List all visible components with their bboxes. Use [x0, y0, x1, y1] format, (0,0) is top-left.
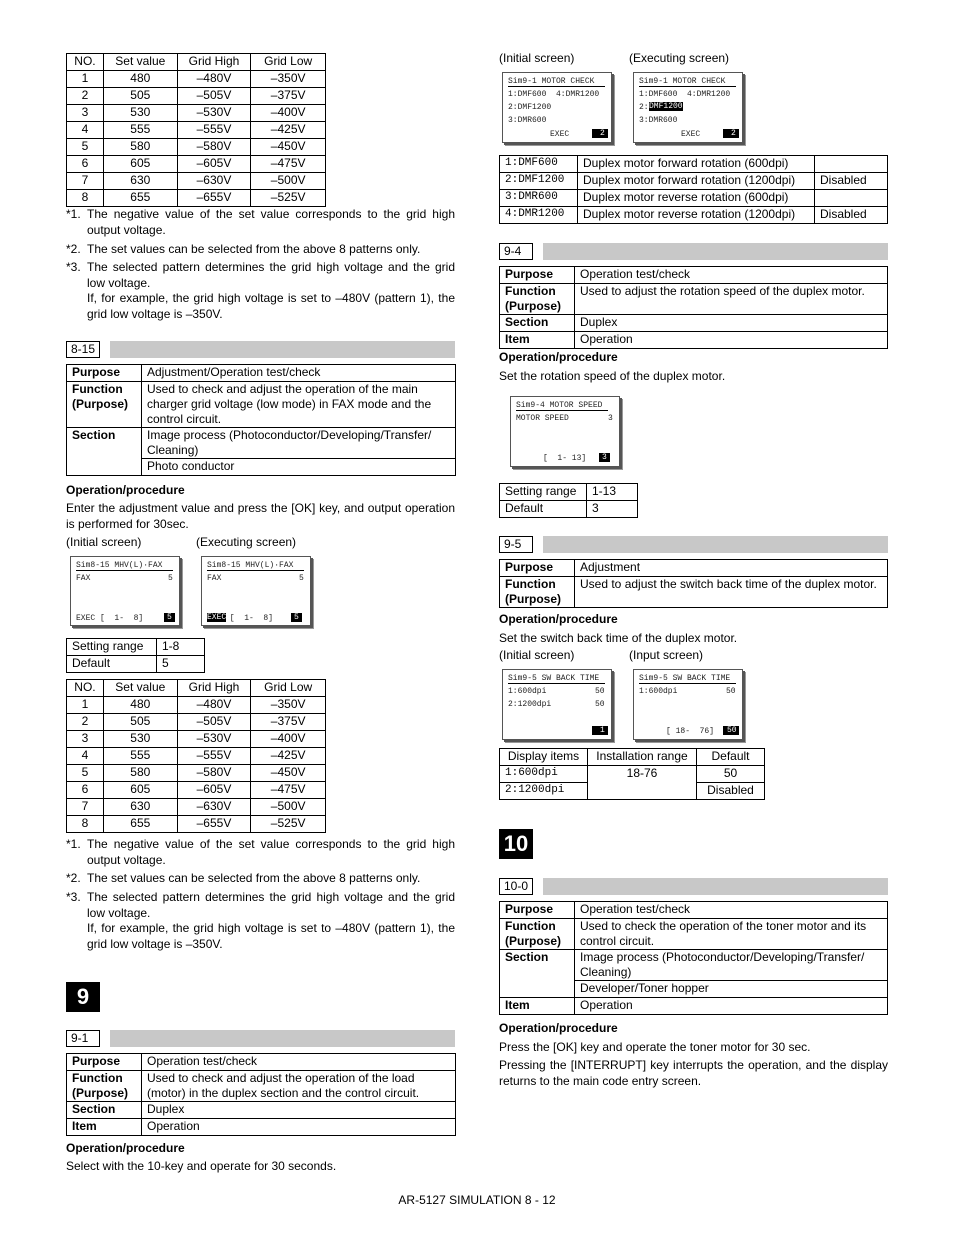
function-value: Used to adjust the rotation speed of the duplex motor. — [575, 284, 888, 315]
table-cell: –350V — [251, 697, 326, 714]
table-cell: –375V — [251, 714, 326, 731]
table-cell: 580 — [103, 765, 177, 782]
lcd-screen-8-15-executing — [201, 556, 311, 626]
procedure-text: Pressing the [INTERRUPT] key interrupts the operation, and the display returns to the main code entry screen. — [499, 1058, 888, 1088]
row-label: Function (Purpose) — [67, 382, 142, 428]
lcd-cursor-value: 3 — [599, 453, 610, 462]
lcd-cursor-value: 5 — [164, 613, 175, 622]
function-value: Used to check and adjust the operation of the load (motor) in the duplex section and the control circuit. — [142, 1071, 456, 1102]
lcd-line: FAX — [76, 574, 91, 583]
note-1 — [66, 837, 455, 868]
lcd-line: [ 1- 8] — [225, 614, 274, 623]
note-2 — [66, 871, 455, 887]
table-cell: 630 — [103, 173, 177, 190]
screen-caption: (Initial screen) — [66, 535, 142, 549]
procedure-heading: Operation/procedure — [66, 1141, 185, 1155]
note-number: *3. — [66, 260, 81, 274]
table-cell: 530 — [103, 105, 177, 122]
lcd-cursor-value: 2 — [723, 129, 739, 138]
note-text: The selected pattern determines the grid high voltage and the grid low voltage. — [87, 260, 455, 290]
info-table-9-1 — [66, 1053, 456, 1136]
default-value: Disabled — [697, 783, 765, 800]
table-cell: 480 — [103, 697, 177, 714]
procedure-heading: Operation/procedure — [499, 350, 618, 364]
section-code: 9-1 — [66, 1030, 100, 1047]
row-label: Function (Purpose) — [500, 919, 575, 950]
table-cell: –605V — [177, 782, 251, 799]
table-cell: 5 — [67, 139, 104, 156]
col-header: Default — [697, 749, 765, 766]
table-cell: –475V — [251, 156, 326, 173]
function-value: Used to check and adjust the operation of the main charger grid voltage (low mode) in FAX mode and the control circuit. — [142, 382, 456, 428]
procedure-heading: Operation/procedure — [499, 612, 618, 626]
table-cell: 505 — [103, 714, 177, 731]
default-value: 3 — [587, 501, 638, 518]
display-item: 2:1200dpi — [500, 783, 588, 800]
item-value: Operation — [142, 1119, 456, 1136]
purpose-value: Operation test/check — [575, 902, 888, 919]
note-text: The negative value of the set value corresponds to the grid high output voltage. — [87, 207, 455, 237]
row-label: Purpose — [67, 365, 142, 382]
lcd-line: FAX — [207, 574, 222, 583]
note-3 — [66, 260, 455, 291]
table-row — [500, 190, 888, 207]
table-cell: –605V — [177, 156, 251, 173]
table-cell: –375V — [251, 88, 326, 105]
lcd-screen-9-1-executing — [633, 72, 743, 143]
section-header-10-0 — [499, 878, 888, 895]
info-table-10-0 — [499, 901, 888, 1015]
table-cell: –555V — [177, 748, 251, 765]
screen-caption: (Initial screen) — [499, 51, 575, 65]
table-row — [67, 765, 326, 782]
lcd-cursor-value: 5 — [291, 613, 302, 622]
motor-desc: Duplex motor forward rotation (1200dpi) — [578, 173, 815, 190]
note-number: *1. — [66, 207, 81, 221]
table-row — [67, 173, 326, 190]
table-header-row — [67, 680, 326, 697]
lcd-title: Sim9-5 SW BACK TIME — [639, 674, 736, 684]
lcd-cursor-value: 2 — [592, 129, 608, 138]
lcd-line: EXEC — [550, 130, 570, 139]
row-label: Section — [500, 950, 575, 998]
table-row — [67, 816, 326, 833]
table-cell: –655V — [177, 190, 251, 207]
note-text: If, for example, the grid high voltage is set to –480V (pattern 1), the grid low voltage is –350V. — [87, 291, 455, 321]
table-row — [67, 782, 326, 799]
motor-code: 1:DMF600 — [500, 156, 578, 173]
row-label: Function (Purpose) — [500, 284, 575, 315]
lcd-line: [ 1- 13] — [543, 454, 587, 463]
table-cell: 555 — [103, 748, 177, 765]
table-cell: 655 — [103, 816, 177, 833]
row-label: Purpose — [500, 267, 575, 284]
table-cell: 530 — [103, 731, 177, 748]
col-header: Installation range — [588, 749, 697, 766]
lcd-title: Sim9-1 MOTOR CHECK — [508, 77, 605, 87]
table-cell: –505V — [177, 88, 251, 105]
section-bar — [543, 243, 888, 260]
table-row — [67, 714, 326, 731]
row-label: Setting range — [500, 484, 587, 501]
item-value: Operation — [575, 998, 888, 1015]
table-cell: –450V — [251, 765, 326, 782]
table-cell: –580V — [177, 139, 251, 156]
col-header: Grid High — [177, 54, 251, 71]
table-cell: –450V — [251, 139, 326, 156]
table-cell: 7 — [67, 799, 104, 816]
lcd-value: 50 — [595, 700, 605, 709]
lcd-value: 5 — [168, 574, 173, 583]
motor-code: 2:DMF1200 — [500, 173, 578, 190]
table-cell: 605 — [103, 782, 177, 799]
note-text: The selected pattern determines the grid high voltage and the grid low voltage. — [87, 890, 455, 920]
table-cell: –475V — [251, 782, 326, 799]
table-row — [67, 71, 326, 88]
table-cell: –530V — [177, 731, 251, 748]
table-cell: 655 — [103, 190, 177, 207]
purpose-value: Adjustment/Operation test/check — [142, 365, 456, 382]
lcd-title: Sim9-1 MOTOR CHECK — [639, 77, 736, 87]
table-cell: –525V — [251, 816, 326, 833]
note-3-example — [66, 921, 455, 952]
screen-caption: (Executing screen) — [629, 51, 730, 65]
info-table-8-15 — [66, 364, 456, 476]
table-cell: 3 — [67, 105, 104, 122]
section-code: 9-5 — [499, 536, 533, 553]
motor-note — [815, 190, 888, 207]
section-header-9-5 — [499, 536, 888, 553]
table-cell: –555V — [177, 122, 251, 139]
section-header-9-4 — [499, 243, 888, 260]
note-1 — [66, 207, 455, 238]
page-footer: AR-5127 SIMULATION 8 - 12 — [398, 1193, 556, 1207]
grid-voltage-table-bottom — [66, 679, 326, 833]
row-label: Section — [500, 315, 575, 332]
table-row — [67, 190, 326, 207]
chapter-number-9: 9 — [66, 982, 100, 1012]
note-number: *2. — [66, 871, 81, 885]
lcd-line: 1:DMF600 4:DMR1200 — [508, 90, 600, 99]
table-cell: –580V — [177, 765, 251, 782]
row-label: Section — [67, 1102, 142, 1119]
table-cell: –500V — [251, 799, 326, 816]
motor-desc: Duplex motor forward rotation (600dpi) — [578, 156, 815, 173]
grid-voltage-table-top — [66, 53, 326, 207]
table-cell: 555 — [103, 122, 177, 139]
section-header-8-15 — [66, 341, 455, 358]
item-value: Operation — [575, 332, 888, 349]
table-row — [67, 697, 326, 714]
table-cell: 605 — [103, 156, 177, 173]
setting-range-value: 1-13 — [587, 484, 638, 501]
table-cell: 1 — [67, 71, 104, 88]
lcd-screen-9-5-input — [633, 669, 743, 740]
lcd-selected-item: DMF1200 — [649, 102, 683, 111]
motor-desc: Duplex motor reverse rotation (1200dpi) — [578, 207, 815, 224]
row-label: Function (Purpose) — [500, 577, 575, 608]
table-row — [67, 731, 326, 748]
lcd-value: 3 — [608, 414, 613, 423]
lcd-screen-8-15-initial — [70, 556, 180, 626]
row-label: Item — [500, 332, 575, 349]
table-cell: 4 — [67, 122, 104, 139]
table-cell: –480V — [177, 697, 251, 714]
lcd-line: [ 18- 76] — [666, 727, 715, 736]
section-value: Image process (Photoconductor/Developing/Transfer/ Cleaning) — [575, 950, 888, 981]
table-row — [500, 173, 888, 190]
info-table-9-4 — [499, 266, 888, 349]
note-text: The set values can be selected from the above 8 patterns only. — [87, 242, 421, 256]
note-number: *1. — [66, 837, 81, 851]
row-label: Purpose — [500, 902, 575, 919]
lcd-cursor-value: 1 — [592, 726, 608, 735]
table-cell: –480V — [177, 71, 251, 88]
setting-range-table-9-4 — [499, 483, 638, 518]
purpose-value: Operation test/check — [575, 267, 888, 284]
procedure-heading: Operation/procedure — [66, 483, 185, 497]
procedure-heading: Operation/procedure — [499, 1021, 618, 1035]
function-value: Used to adjust the switch back time of the duplex motor. — [575, 577, 888, 608]
section-code: 8-15 — [66, 341, 100, 358]
default-value: 50 — [697, 766, 765, 783]
table-cell: 4 — [67, 748, 104, 765]
table-row — [67, 105, 326, 122]
table-cell: –425V — [251, 748, 326, 765]
note-text: If, for example, the grid high voltage is set to –480V (pattern 1), the grid low voltage is –350V. — [87, 921, 455, 951]
lcd-cursor-value: 50 — [723, 726, 739, 735]
section-value: Duplex — [575, 315, 888, 332]
purpose-value: Adjustment — [575, 560, 888, 577]
table-cell: –630V — [177, 799, 251, 816]
note-text: The set values can be selected from the above 8 patterns only. — [87, 871, 421, 885]
table-cell: –350V — [251, 71, 326, 88]
col-header: Grid Low — [251, 54, 326, 71]
motor-note: Disabled — [815, 207, 888, 224]
screen-caption: (Initial screen) — [499, 648, 575, 662]
lcd-line: 2:DMF1200 — [508, 103, 552, 112]
motor-code: 3:DMR600 — [500, 190, 578, 207]
note-3-example — [66, 291, 455, 322]
table-row — [67, 88, 326, 105]
col-header: NO. — [67, 54, 104, 71]
table-cell: –400V — [251, 731, 326, 748]
table-cell: 630 — [103, 799, 177, 816]
screen-caption: (Input screen) — [629, 648, 704, 662]
table-row — [67, 156, 326, 173]
lcd-screen-9-1-initial — [502, 72, 612, 143]
motor-note — [815, 156, 888, 173]
procedure-text: Enter the adjustment value and press the [OK] key, and output operation is performed for 30sec. — [66, 501, 455, 531]
motor-code: 4:DMR1200 — [500, 207, 578, 224]
lcd-screen-9-5-initial — [502, 669, 612, 740]
row-label: Default — [67, 656, 157, 673]
note-3 — [66, 890, 455, 921]
row-label: Function (Purpose) — [67, 1071, 142, 1102]
section-header-9-1 — [66, 1030, 455, 1047]
motor-note: Disabled — [815, 173, 888, 190]
screen-caption: (Executing screen) — [196, 535, 297, 549]
lcd-value: 5 — [299, 574, 304, 583]
table-cell: –505V — [177, 714, 251, 731]
table-cell: –630V — [177, 173, 251, 190]
table-cell: –525V — [251, 190, 326, 207]
row-label: Section — [67, 428, 142, 476]
table-cell: –655V — [177, 816, 251, 833]
lcd-value: 50 — [595, 687, 605, 696]
chapter-number-10: 10 — [499, 829, 533, 859]
table-cell: 2 — [67, 88, 104, 105]
row-label: Item — [500, 998, 575, 1015]
info-table-9-5 — [499, 559, 888, 608]
section-code: 10-0 — [499, 878, 533, 895]
procedure-text: Set the switch back time of the duplex motor. — [499, 631, 738, 645]
note-text: The negative value of the set value corresponds to the grid high output voltage. — [87, 837, 455, 867]
table-cell: 7 — [67, 173, 104, 190]
section-code: 9-4 — [499, 243, 533, 260]
table-row — [67, 748, 326, 765]
setting-range-table-8-15 — [66, 638, 205, 673]
lcd-exec-highlight: EXEC — [207, 613, 227, 622]
table-row — [67, 139, 326, 156]
table-cell: 3 — [67, 731, 104, 748]
table-cell: –530V — [177, 105, 251, 122]
lcd-title: Sim9-4 MOTOR SPEED — [516, 401, 608, 411]
section-value: Image process (Photoconductor/Developing/Transfer/ Cleaning) — [142, 428, 456, 459]
table-cell: 6 — [67, 156, 104, 173]
lcd-line: 2: — [639, 103, 649, 112]
display-item: 1:600dpi — [500, 766, 588, 783]
lcd-screen-9-4 — [510, 396, 620, 467]
procedure-text: Press the [OK] key and operate the toner motor for 30 sec. — [499, 1040, 811, 1054]
motor-desc: Duplex motor reverse rotation (600dpi) — [578, 190, 815, 207]
table-row — [67, 122, 326, 139]
note-number: *2. — [66, 242, 81, 256]
table-cell: 1 — [67, 697, 104, 714]
table-cell: 505 — [103, 88, 177, 105]
table-cell: 2 — [67, 714, 104, 731]
row-label: Default — [500, 501, 587, 518]
col-header: NO. — [67, 680, 104, 697]
default-value: 5 — [157, 656, 205, 673]
table-row — [500, 207, 888, 224]
table-cell: 8 — [67, 190, 104, 207]
lcd-line: EXEC [ 1- 8] — [76, 614, 144, 623]
lcd-title: Sim8-15 MHV(L)·FAX — [207, 561, 304, 571]
table-row — [500, 156, 888, 173]
table-cell: –400V — [251, 105, 326, 122]
lcd-line: 3:DMR600 — [508, 116, 547, 125]
lcd-line: 1:DMF600 4:DMR1200 — [639, 90, 731, 99]
lcd-line: EXEC — [681, 130, 701, 139]
row-label: Item — [67, 1119, 142, 1136]
col-header: Set value — [103, 680, 177, 697]
table-header-row — [67, 54, 326, 71]
section-bar — [110, 1030, 455, 1047]
row-label: Setting range — [67, 639, 157, 656]
table-cell: 580 — [103, 139, 177, 156]
lcd-line: 1:600dpi — [508, 687, 547, 696]
table-cell: 8 — [67, 816, 104, 833]
lcd-line: 3:DMR600 — [639, 116, 678, 125]
table-cell: 480 — [103, 71, 177, 88]
section-value: Photo conductor — [142, 459, 456, 476]
purpose-value: Operation test/check — [142, 1054, 456, 1071]
section-value: Duplex — [142, 1102, 456, 1119]
section-bar — [543, 536, 888, 553]
motor-check-table — [499, 155, 888, 224]
lcd-title: Sim8-15 MHV(L)·FAX — [76, 561, 173, 571]
section-value: Developer/Toner hopper — [575, 981, 888, 998]
lcd-title: Sim9-5 SW BACK TIME — [508, 674, 605, 684]
lcd-line: MOTOR SPEED — [516, 414, 569, 423]
lcd-line: 2:1200dpi — [508, 700, 552, 709]
col-header: Grid High — [177, 680, 251, 697]
table-cell: 5 — [67, 765, 104, 782]
section-bar — [110, 341, 455, 358]
lcd-value: 50 — [726, 687, 736, 696]
table-cell: –500V — [251, 173, 326, 190]
setting-range-value: 1-8 — [157, 639, 205, 656]
lcd-line: 1:600dpi — [639, 687, 678, 696]
function-value: Used to check the operation of the toner motor and its control circuit. — [575, 919, 888, 950]
note-2 — [66, 242, 455, 258]
row-label: Purpose — [67, 1054, 142, 1071]
installation-range-value: 18-76 — [588, 766, 697, 800]
switchback-table — [499, 748, 765, 800]
col-header: Display items — [500, 749, 588, 766]
table-row — [67, 799, 326, 816]
row-label: Purpose — [500, 560, 575, 577]
section-bar — [543, 878, 888, 895]
procedure-text: Select with the 10-key and operate for 30 seconds. — [66, 1159, 337, 1173]
col-header: Set value — [103, 54, 177, 71]
procedure-text: Set the rotation speed of the duplex motor. — [499, 369, 726, 383]
table-cell: 6 — [67, 782, 104, 799]
table-cell: –425V — [251, 122, 326, 139]
note-number: *3. — [66, 890, 81, 904]
col-header: Grid Low — [251, 680, 326, 697]
